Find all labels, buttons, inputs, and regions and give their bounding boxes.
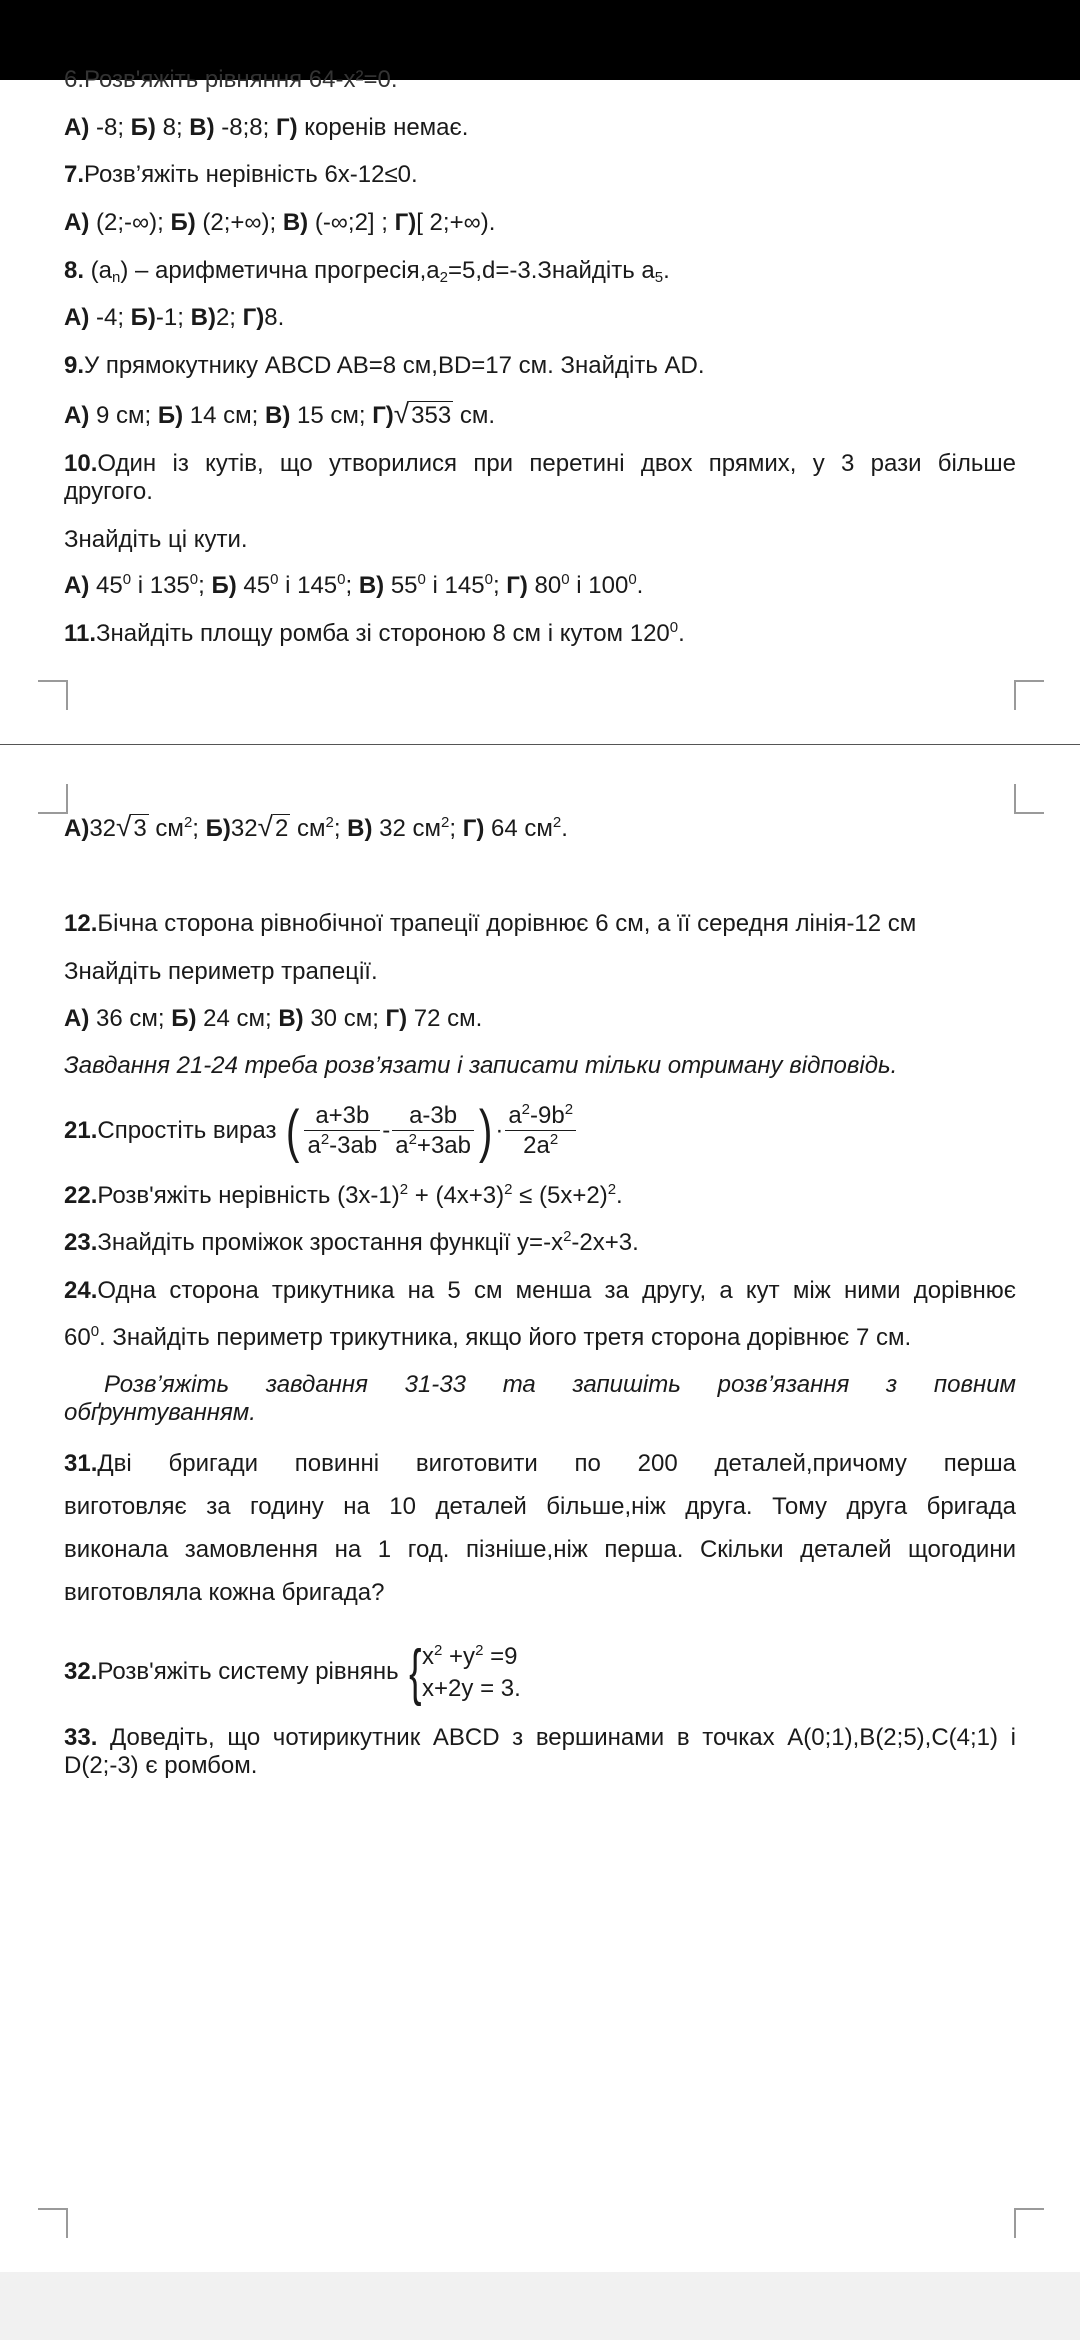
option-b-value: 24 см; xyxy=(196,1005,279,1032)
question-text: Розв'яжіть систему рівнянь xyxy=(97,1658,406,1685)
value: . xyxy=(636,572,644,599)
left-paren: ( xyxy=(286,1098,300,1164)
option-g: Г) xyxy=(242,304,265,331)
option-a-value: -4; xyxy=(89,304,131,331)
eq-part: +y xyxy=(442,1642,476,1670)
text-part: Знайдіть проміжок зростання функції y=-x xyxy=(97,1229,564,1256)
question-number: 12. xyxy=(64,910,98,937)
option-a: А) xyxy=(64,815,90,842)
instruction-text: Розв’яжіть завдання 31-33 та запишіть розв’язання з повним xyxy=(104,1371,1016,1398)
value: 80 xyxy=(527,572,562,599)
value: і 145 xyxy=(278,572,338,599)
question-8 xyxy=(64,256,1016,286)
value: 32 xyxy=(230,815,258,842)
text-part: (a xyxy=(84,257,113,284)
value: і 100 xyxy=(569,572,629,599)
value: і 145 xyxy=(425,572,485,599)
question-text-cont: D(2;-3) є ромбом. xyxy=(64,1752,258,1779)
degree: 0 xyxy=(337,571,346,588)
option-v-value: -8;8; xyxy=(214,114,276,141)
option-a: А) xyxy=(64,114,90,141)
page-corner-mark xyxy=(38,680,68,710)
question-number: 7. xyxy=(64,161,85,188)
degree: 0 xyxy=(417,571,426,588)
question-text: Розв’яжіть нерівність 6х-12≤0. xyxy=(84,161,418,188)
option-v-value: 15 см; xyxy=(290,402,373,429)
option-v-value: 2; xyxy=(215,304,243,331)
instruction-text: Завдання 21-24 треба розв’язати і записати тільки отриману відповідь. xyxy=(64,1052,898,1079)
option-g: Г) xyxy=(385,1005,408,1032)
option-g: Г) xyxy=(372,402,394,429)
denominator xyxy=(392,1131,474,1161)
option-b-value: (2;+∞); xyxy=(195,209,283,236)
question-text: Спростіть вираз xyxy=(97,1117,284,1144)
q7-answers xyxy=(64,208,1016,238)
option-b: Б) xyxy=(211,572,237,599)
question-number: 21. xyxy=(64,1117,98,1144)
q12-answers xyxy=(64,1004,1016,1034)
equation-1 xyxy=(422,1641,521,1673)
question-11 xyxy=(64,619,1016,649)
exponent: 2 xyxy=(399,1181,409,1198)
degree: 0 xyxy=(189,571,199,588)
question-22 xyxy=(64,1181,1016,1211)
numerator-part: a xyxy=(508,1102,522,1130)
equation-system xyxy=(422,1641,521,1705)
option-a: А) xyxy=(64,1005,90,1032)
text-part: + (4x+3) xyxy=(408,1182,505,1209)
fraction-2 xyxy=(392,1102,474,1161)
denominator-part: -3ab xyxy=(329,1132,378,1160)
equation-2: x+2y = 3. xyxy=(422,1674,521,1702)
question-text: Одна сторона трикутника на 5 см менша за другу, а кут між ними дорівнює xyxy=(97,1277,1016,1304)
numerator-part: -9b xyxy=(530,1102,565,1130)
radicand: 3 xyxy=(133,815,147,842)
question-text: Один із кутів, що утворилися при перетині двох прямих, у 3 рази більше xyxy=(97,450,1016,477)
option-g: Г) xyxy=(462,815,485,842)
option-a-value: (2;-∞); xyxy=(89,209,171,236)
separator: ; xyxy=(192,815,206,842)
degree: 0 xyxy=(90,1323,100,1340)
denominator-part: a xyxy=(395,1132,409,1160)
value: ; xyxy=(198,572,212,599)
question-text: Бічна сторона рівнобічної трапеції дорівнює 6 см, а її середня лінія-12 см xyxy=(97,910,917,937)
sqrt-symbol: √353 xyxy=(393,398,452,429)
degree: 0 xyxy=(561,571,570,588)
option-b-value: 8; xyxy=(155,114,190,141)
value: 64 см xyxy=(484,815,553,842)
text-part: 60 xyxy=(64,1324,91,1351)
text-part: Розв'яжіть нерівність (3x-1) xyxy=(97,1182,400,1209)
question-number: 8. xyxy=(64,257,85,284)
question-text: Доведіть, що чотирикутник ABCD з вершинами в точках A(0;1),B(2;5),C(4;1) і xyxy=(97,1724,1016,1751)
fraction-3 xyxy=(505,1102,576,1161)
option-v: В) xyxy=(190,304,216,331)
page-corner-mark xyxy=(38,2208,68,2238)
exponent: 2 xyxy=(475,1641,484,1659)
question-number: 22. xyxy=(64,1182,98,1209)
exponent: 2 xyxy=(408,1131,417,1149)
text-part: . Знайдіть периметр трикутника, якщо його третя сторона дорівнює 7 см. xyxy=(99,1324,912,1351)
denominator-part: 2a xyxy=(523,1132,550,1160)
degree: 0 xyxy=(669,619,679,636)
exponent: 2 xyxy=(320,1131,330,1149)
exponent: 2 xyxy=(552,814,562,831)
task-instructions xyxy=(64,1051,1016,1081)
q9-answers xyxy=(64,399,1016,431)
question-text-cont: виготовляє за годину на 10 деталей більше,ніж друга. Тому друга бригада xyxy=(64,1493,1016,1520)
option-b: Б) xyxy=(157,402,184,429)
option-v: В) xyxy=(347,815,373,842)
exponent: 2 xyxy=(549,1131,559,1149)
instruction-text: обґрунтуванням. xyxy=(64,1399,256,1426)
question-text: У прямокутнику ABCD AB=8 см,BD=17 см. Знайдіть AD. xyxy=(84,352,705,379)
denominator-part: +3ab xyxy=(416,1132,471,1160)
option-g-value: коренів немає. xyxy=(297,114,469,141)
degree: 0 xyxy=(628,571,637,588)
option-a: А) xyxy=(64,572,90,599)
option-v-value: 30 см; xyxy=(303,1005,386,1032)
bottom-background xyxy=(0,2272,1080,2340)
question-text-cont: другого. xyxy=(64,478,153,505)
sqrt-symbol: √3 xyxy=(116,811,147,842)
minus-sign: - xyxy=(382,1117,391,1144)
denominator xyxy=(304,1131,380,1161)
value: і 135 xyxy=(131,572,190,599)
question-text-cont: Знайдіть периметр трапеції. xyxy=(64,958,378,985)
denominator-part: a xyxy=(307,1132,321,1160)
text-end: . xyxy=(678,620,685,647)
question-number: 9. xyxy=(64,352,85,379)
separator: ; xyxy=(449,815,463,842)
subscript: 2 xyxy=(439,269,448,286)
text-part: . xyxy=(663,257,670,284)
option-a: А) xyxy=(64,402,90,429)
option-g: Г) xyxy=(506,572,528,599)
radicand: 2 xyxy=(274,815,289,842)
text-end: . xyxy=(561,815,568,842)
page-corner-mark xyxy=(1014,680,1044,710)
task-instructions-2-cont xyxy=(64,1398,1016,1428)
q8-answers xyxy=(64,303,1016,333)
option-b-value: 14 см; xyxy=(183,402,265,429)
value: 32 xyxy=(89,815,117,842)
exponent: 2 xyxy=(325,814,334,831)
subscript: 5 xyxy=(654,269,664,286)
value: 32 см xyxy=(372,815,442,842)
question-number: 23. xyxy=(64,1229,98,1256)
question-23 xyxy=(64,1228,1016,1258)
degree: 0 xyxy=(122,571,132,588)
option-a-value: -8; xyxy=(89,114,131,141)
option-g: Г) xyxy=(275,114,298,141)
question-12 xyxy=(64,909,1016,939)
cropped-line: 6.Розв'яжіть рівняння 64-x²=0. xyxy=(64,66,398,93)
sqrt-symbol: √2 xyxy=(257,811,289,842)
option-v: В) xyxy=(282,209,309,236)
q11-answers xyxy=(64,812,1016,844)
numerator: a-3b xyxy=(392,1102,474,1131)
text-part: -2x+3. xyxy=(571,1229,639,1256)
question-32 xyxy=(64,1637,1016,1707)
text-part: . xyxy=(616,1182,623,1209)
text-part: ) – арифметична прогресія,a xyxy=(120,257,440,284)
q6-answers xyxy=(64,113,1016,143)
unit: см xyxy=(148,815,184,842)
question-24 xyxy=(64,1276,1016,1306)
question-text-cont: Знайдіть ці кути. xyxy=(64,526,248,553)
value: ; xyxy=(492,572,507,599)
option-g-value: 72 см. xyxy=(407,1005,483,1032)
question-number: 11. xyxy=(64,620,97,647)
option-g-value: [ 2;+∞). xyxy=(416,209,496,236)
question-text: Дві бригади повинні виготовити по 200 деталей,причому перша xyxy=(97,1450,1016,1477)
option-a: А) xyxy=(64,209,90,236)
question-7 xyxy=(64,160,1016,190)
multiply-dot: · xyxy=(495,1117,504,1144)
page-corner-mark xyxy=(1014,2208,1044,2238)
unit: см xyxy=(290,815,326,842)
task-instructions-2 xyxy=(64,1370,1016,1400)
question-number: 24. xyxy=(64,1277,98,1304)
question-33 xyxy=(64,1723,1016,1753)
value: 55 xyxy=(384,572,418,599)
option-a-value: 36 см; xyxy=(89,1005,172,1032)
page-corner-mark xyxy=(1014,784,1044,814)
question-text-cont: виготовляла кожна бригада? xyxy=(64,1579,385,1606)
exponent: 2 xyxy=(441,814,450,831)
eq-part: x xyxy=(422,1642,435,1670)
exponent: 2 xyxy=(521,1101,531,1119)
value: ; xyxy=(345,572,359,599)
question-number: 10. xyxy=(64,450,98,477)
option-a-value: 9 см; xyxy=(89,402,158,429)
question-text-cont: виконала замовлення на 1 год. пізніше,ніж перша. Скільки деталей щогодини xyxy=(64,1536,1016,1563)
separator: ; xyxy=(333,815,348,842)
right-paren: ) xyxy=(478,1098,493,1164)
question-9 xyxy=(64,351,1016,381)
subscript: n xyxy=(112,269,121,286)
value: 45 xyxy=(89,572,123,599)
question-number: 32. xyxy=(64,1658,98,1685)
question-24-cont xyxy=(64,1323,1016,1353)
page-corner-mark xyxy=(38,784,68,814)
system-brace: { xyxy=(409,1637,422,1707)
option-v: В) xyxy=(358,572,385,599)
option-g: Г) xyxy=(394,209,417,236)
denominator xyxy=(505,1131,576,1161)
numerator: a+3b xyxy=(304,1102,380,1131)
exponent: 2 xyxy=(183,814,193,831)
value: 45 xyxy=(236,572,271,599)
exponent: 2 xyxy=(504,1181,513,1198)
question-31 xyxy=(64,1449,1016,1479)
question-number: 33. xyxy=(64,1724,98,1751)
question-21 xyxy=(64,1096,1016,1166)
exponent: 2 xyxy=(564,1101,574,1119)
option-b: Б) xyxy=(205,815,231,842)
exponent: 2 xyxy=(607,1181,617,1198)
question-10 xyxy=(64,449,1016,479)
text-part: =5,d=-3.Знайдіть a xyxy=(447,257,655,284)
option-v: В) xyxy=(264,402,291,429)
question-number: 31. xyxy=(64,1450,98,1477)
text-part: ≤ (5x+2) xyxy=(512,1182,608,1209)
eq-part: =9 xyxy=(483,1642,518,1670)
exponent: 2 xyxy=(563,1228,572,1245)
degree: 0 xyxy=(270,571,279,588)
exponent: 2 xyxy=(434,1641,443,1659)
fraction-1 xyxy=(304,1102,380,1161)
option-v: В) xyxy=(189,114,215,141)
option-b: Б) xyxy=(170,209,196,236)
page-separator xyxy=(0,744,1080,745)
option-v-value: (-∞;2] ; xyxy=(308,209,395,236)
degree: 0 xyxy=(484,571,493,588)
option-b: Б) xyxy=(171,1005,197,1032)
option-b: Б) xyxy=(130,304,156,331)
numerator xyxy=(505,1102,576,1131)
radicand: 353 xyxy=(411,402,452,429)
q10-answers xyxy=(64,571,1016,601)
unit: см. xyxy=(453,402,496,429)
option-a: А) xyxy=(64,304,90,331)
question-text: Знайдіть площу ромба зі стороною 8 см і кутом 120 xyxy=(96,620,670,647)
option-v: В) xyxy=(278,1005,304,1032)
option-b-value: -1; xyxy=(155,304,191,331)
option-b: Б) xyxy=(130,114,156,141)
option-g-value: 8. xyxy=(264,304,285,331)
